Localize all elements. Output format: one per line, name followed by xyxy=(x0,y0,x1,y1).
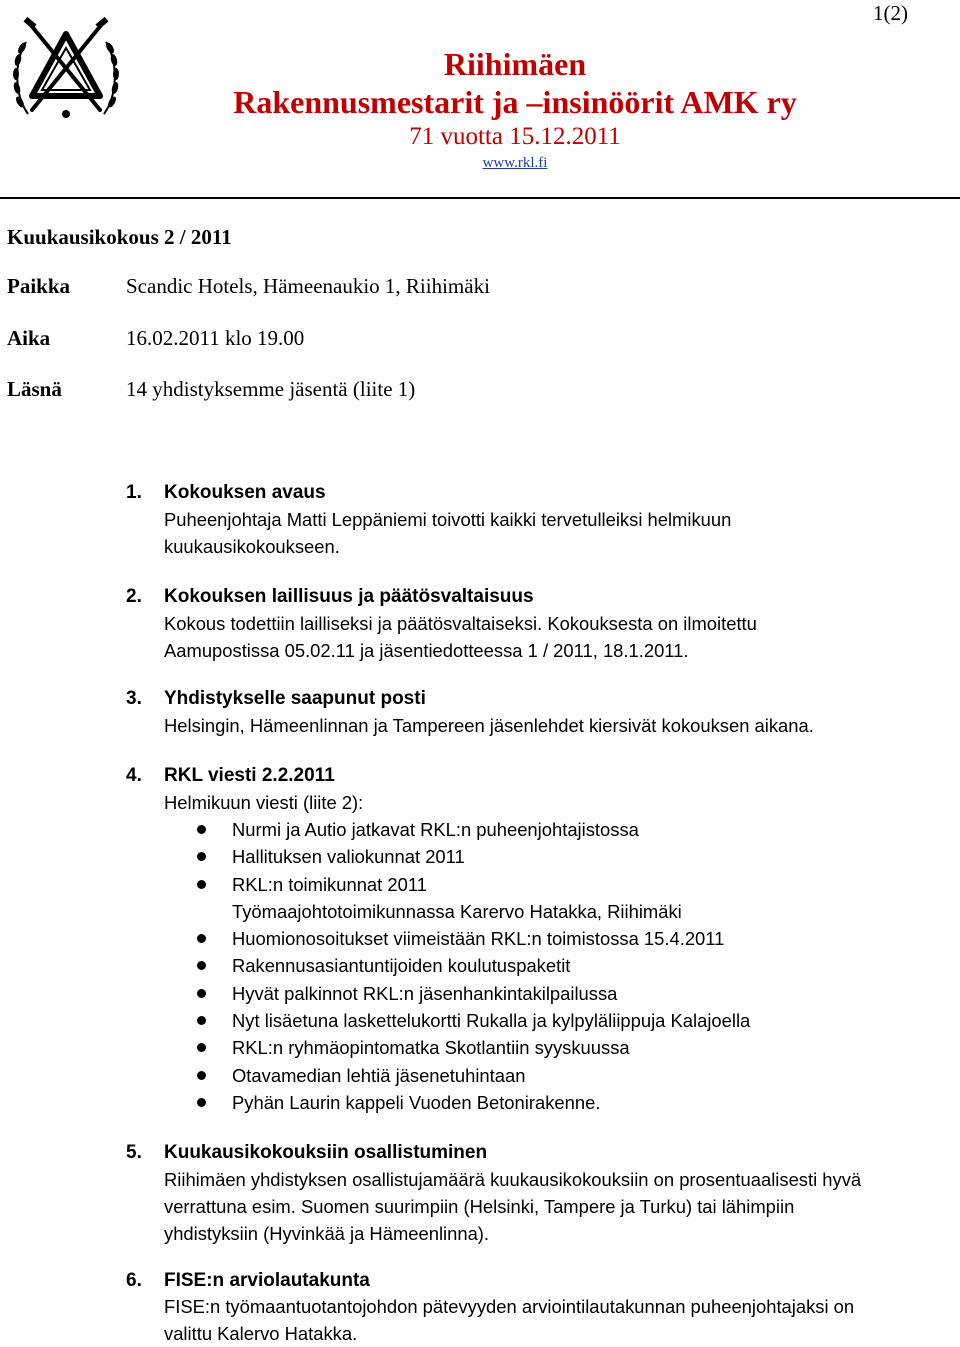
bullet-dot-icon xyxy=(197,1071,206,1080)
bullet-dot-icon xyxy=(197,1016,206,1025)
bullet-dot-icon xyxy=(197,989,206,998)
field-label-place: Paikka xyxy=(7,274,71,298)
list-item: Nyt lisäetuna laskettelukortti Rukalla ja kylpyläliippuja Kalajoella xyxy=(164,1007,750,1034)
list-item: Hyvät palkinnot RKL:n jäsenhankintakilpailussa xyxy=(164,980,750,1007)
list-item: Pyhän Laurin kappeli Vuoden Betonirakenne. xyxy=(164,1089,750,1116)
list-item: Hallituksen valiokunnat 2011 xyxy=(164,843,750,870)
section-heading xyxy=(126,480,326,506)
section-title: RKL viesti 2.2.2011 xyxy=(164,765,335,786)
section-heading xyxy=(126,763,335,789)
body-line: verrattuna esim. Suomen suurimpiin (Helsinki, Tampere ja Turku) tai lähimpiin xyxy=(164,1196,795,1217)
section-title: FISE:n arviolautakunta xyxy=(164,1270,370,1291)
bullet-dot-icon xyxy=(197,852,206,861)
meeting-title: Kuukausikokous 2 / 2011 xyxy=(7,225,232,249)
organization-name-line2: Rakennusmestarit ja –insinöörit AMK ry xyxy=(233,84,797,120)
website-link[interactable]: www.rkl.fi xyxy=(482,155,548,171)
organization-name-line1: Riihimäen xyxy=(443,46,587,82)
bullet-list xyxy=(164,816,750,1116)
section-number: 3. xyxy=(126,688,142,709)
section-number: 1. xyxy=(126,482,142,503)
field-label-attendance: Läsnä xyxy=(7,377,62,401)
list-item-continuation: Työmaajohtotoimikunnassa Karervo Hatakka, Riihimäki xyxy=(232,900,682,922)
bullet-dot-icon xyxy=(197,880,206,889)
list-item: Otavamedian lehtiä jäsenetuhintaan xyxy=(164,1062,750,1089)
body-line: Kokous todettiin lailliseksi ja päätösvaltaiseksi. Kokouksesta on ilmoitettu xyxy=(164,613,757,634)
bullet-dot-icon xyxy=(197,1098,206,1107)
list-item: Rakennusasiantuntijoiden koulutuspaketit xyxy=(164,952,750,979)
section-body xyxy=(164,1293,854,1347)
bullet-dot-icon xyxy=(197,961,206,970)
section-body xyxy=(164,610,757,664)
section-body xyxy=(164,1166,861,1247)
section-number: 2. xyxy=(126,586,142,607)
body-line: Puheenjohtaja Matti Leppäniemi toivotti kaikki tervetulleiksi helmikuun xyxy=(164,509,732,530)
body-line: valittu Kalervo Hatakka. xyxy=(164,1323,358,1344)
section-title: Yhdistykselle saapunut posti xyxy=(164,688,426,709)
body-line: Helsingin, Hämeenlinnan ja Tampereen jäsenlehdet kiersivät kokouksen aikana. xyxy=(164,715,814,736)
section-body xyxy=(164,506,731,560)
field-label-time: Aika xyxy=(7,326,51,350)
bullet-dot-icon xyxy=(197,1043,206,1052)
section-title: Kuukausikokouksiin osallistuminen xyxy=(164,1142,488,1163)
list-item: Nurmi ja Autio jatkavat RKL:n puheenjohtajistossa xyxy=(164,816,750,843)
body-line: Aamupostissa 05.02.11 ja jäsentiedotteessa 1 / 2011, 18.1.2011. xyxy=(164,640,689,661)
section-number: 4. xyxy=(126,765,142,786)
section-number: 5. xyxy=(126,1142,142,1163)
section-heading xyxy=(126,1268,370,1294)
section-title: Kokouksen laillisuus ja päätösvaltaisuus xyxy=(164,586,534,607)
header-divider xyxy=(0,197,960,199)
bullet-dot-icon xyxy=(197,934,206,943)
section-title: Kokouksen avaus xyxy=(164,482,326,503)
bullet-dot-icon xyxy=(197,825,206,834)
list-item: RKL:n ryhmäopintomatka Skotlantiin syyskuussa xyxy=(164,1034,750,1061)
body-line: kuukausikokoukseen. xyxy=(164,536,340,557)
section-heading xyxy=(126,686,426,712)
field-value-time: 16.02.2011 klo 19.00 xyxy=(126,326,305,350)
field-value-place: Scandic Hotels, Hämeenaukio 1, Riihimäki xyxy=(126,274,490,298)
body-line: Riihimäen yhdistyksen osallistujamäärä kuukausikokouksiin on prosentuaalisesti hyvä xyxy=(164,1169,862,1190)
section-heading xyxy=(126,1140,487,1166)
section-heading xyxy=(126,584,534,610)
list-item: Huomionosoitukset viimeistään RKL:n toimistossa 15.4.2011 xyxy=(164,925,750,952)
section-number: 6. xyxy=(126,1270,142,1291)
list-item: RKL:n toimikunnat 2011 xyxy=(164,871,750,898)
field-value-attendance: 14 yhdistyksemme jäsentä (liite 1) xyxy=(126,377,416,401)
anniversary-line: 71 vuotta 15.12.2011 xyxy=(409,123,621,150)
section-intro: Helmikuun viesti (liite 2): xyxy=(164,792,364,813)
body-line: yhdistyksiin (Hyvinkää ja Hämeenlinna). xyxy=(164,1223,490,1244)
body-line: FISE:n työmaantuotantojohdon pätevyyden arviointilautakunnan puheenjohtajaksi on xyxy=(164,1296,855,1317)
section-body xyxy=(164,712,814,739)
page-number: 1(2) xyxy=(873,1,908,25)
